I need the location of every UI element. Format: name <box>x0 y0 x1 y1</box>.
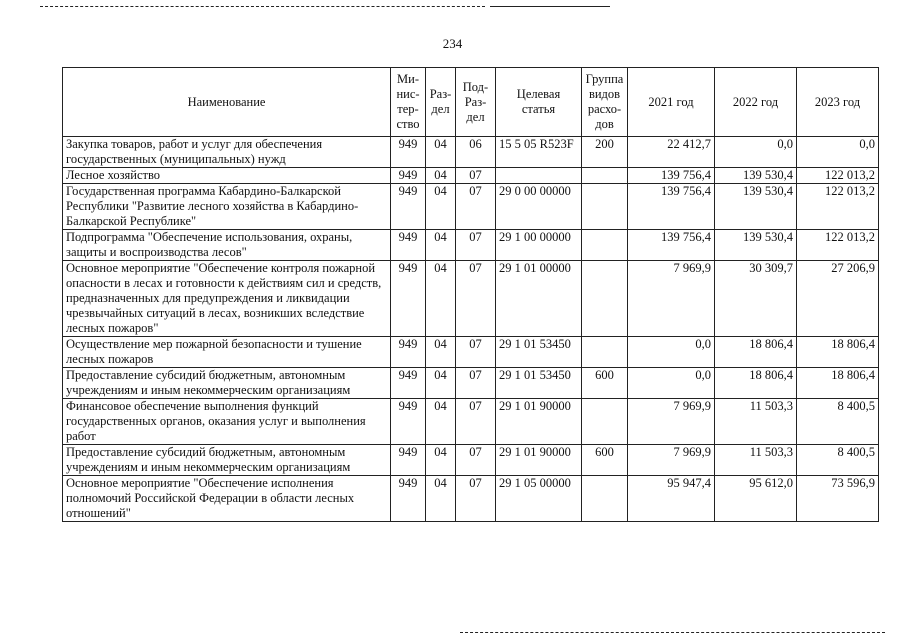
row-2023-cell: 8 400,5 <box>797 445 879 476</box>
row-2023-cell: 122 013,2 <box>797 184 879 230</box>
row-name-cell: Основное мероприятие "Обеспечение контроля пожарной опасности в лесах и готовности к действиям сил и средств, предназначенных для предупреждения и ликвидации чрезвычайных ситуаций в лесах, возникших вследствие лесных пожаров" <box>63 261 391 337</box>
header-subsection: Под- Раз- дел <box>456 68 496 137</box>
row-2021-cell: 0,0 <box>628 368 715 399</box>
row-target-cell: 29 0 00 00000 <box>496 184 582 230</box>
table-row <box>63 368 879 399</box>
row-2022-cell: 139 530,4 <box>715 230 797 261</box>
row-target-cell: 15 5 05 R523F <box>496 137 582 168</box>
row-group-cell <box>582 184 628 230</box>
row-section-cell: 04 <box>426 230 456 261</box>
row-target-cell: 29 1 00 00000 <box>496 230 582 261</box>
row-ministry-cell: 949 <box>391 230 426 261</box>
row-group-cell <box>582 476 628 522</box>
page-number: 234 <box>442 36 463 51</box>
row-subsection-cell: 07 <box>456 445 496 476</box>
row-2022-cell: 30 309,7 <box>715 261 797 337</box>
row-2022-cell: 11 503,3 <box>715 445 797 476</box>
header-2022: 2022 год <box>715 68 797 137</box>
row-2021-cell: 22 412,7 <box>628 137 715 168</box>
table-body <box>63 137 879 522</box>
row-name-cell: Основное мероприятие "Обеспечение исполнения полномочий Российской Федерации в области лесных отношений" <box>63 476 391 522</box>
row-2021-cell: 95 947,4 <box>628 476 715 522</box>
table-row <box>63 445 879 476</box>
row-section-cell: 04 <box>426 261 456 337</box>
row-ministry-cell: 949 <box>391 445 426 476</box>
row-group-cell: 600 <box>582 445 628 476</box>
row-group-cell <box>582 337 628 368</box>
row-group-cell <box>582 399 628 445</box>
row-2023-cell: 122 013,2 <box>797 230 879 261</box>
row-subsection-cell: 07 <box>456 399 496 445</box>
bottom-scan-line <box>460 632 885 633</box>
row-subsection-cell: 07 <box>456 368 496 399</box>
row-section-cell: 04 <box>426 168 456 184</box>
row-name-cell: Предоставление субсидий бюджетным, автономным учреждениям и иным некоммерческим организациям <box>63 368 391 399</box>
row-name-cell: Подпрограмма "Обеспечение использования, охраны, защиты и воспроизводства лесов" <box>63 230 391 261</box>
row-ministry-cell: 949 <box>391 337 426 368</box>
header-section: Раз- дел <box>426 68 456 137</box>
row-2023-cell: 8 400,5 <box>797 399 879 445</box>
row-2021-cell: 7 969,9 <box>628 445 715 476</box>
table-row <box>63 230 879 261</box>
table-row <box>63 184 879 230</box>
row-subsection-cell: 07 <box>456 168 496 184</box>
row-ministry-cell: 949 <box>391 368 426 399</box>
table-header-row <box>63 68 879 137</box>
row-2021-cell: 7 969,9 <box>628 261 715 337</box>
row-section-cell: 04 <box>426 368 456 399</box>
row-2021-cell: 7 969,9 <box>628 399 715 445</box>
row-ministry-cell: 949 <box>391 184 426 230</box>
row-group-cell <box>582 261 628 337</box>
table-row <box>63 399 879 445</box>
row-name-cell: Лесное хозяйство <box>63 168 391 184</box>
row-section-cell: 04 <box>426 476 456 522</box>
row-target-cell: 29 1 05 00000 <box>496 476 582 522</box>
row-2021-cell: 0,0 <box>628 337 715 368</box>
row-group-cell: 600 <box>582 368 628 399</box>
row-2023-cell: 18 806,4 <box>797 368 879 399</box>
header-ministry: Ми- нис- тер- ство <box>391 68 426 137</box>
row-target-cell: 29 1 01 00000 <box>496 261 582 337</box>
row-section-cell: 04 <box>426 445 456 476</box>
row-2021-cell: 139 756,4 <box>628 168 715 184</box>
row-subsection-cell: 07 <box>456 230 496 261</box>
row-subsection-cell: 07 <box>456 337 496 368</box>
header-target-item: Целевая статья <box>496 68 582 137</box>
header-2023: 2023 год <box>797 68 879 137</box>
header-name: Наименование <box>63 68 391 137</box>
row-target-cell <box>496 168 582 184</box>
row-target-cell: 29 1 01 90000 <box>496 399 582 445</box>
table-row <box>63 476 879 522</box>
row-2022-cell: 139 530,4 <box>715 184 797 230</box>
row-subsection-cell: 07 <box>456 261 496 337</box>
row-2023-cell: 122 013,2 <box>797 168 879 184</box>
row-2021-cell: 139 756,4 <box>628 230 715 261</box>
row-name-cell: Закупка товаров, работ и услуг для обеспечения государственных (муниципальных) нужд <box>63 137 391 168</box>
table-row <box>63 261 879 337</box>
row-section-cell: 04 <box>426 137 456 168</box>
row-2022-cell: 95 612,0 <box>715 476 797 522</box>
row-name-cell: Осуществление мер пожарной безопасности и тушение лесных пожаров <box>63 337 391 368</box>
row-subsection-cell: 07 <box>456 184 496 230</box>
row-2023-cell: 73 596,9 <box>797 476 879 522</box>
row-ministry-cell: 949 <box>391 476 426 522</box>
row-section-cell: 04 <box>426 337 456 368</box>
row-name-cell: Предоставление субсидий бюджетным, автономным учреждениям и иным некоммерческим организациям <box>63 445 391 476</box>
row-group-cell <box>582 168 628 184</box>
row-2023-cell: 0,0 <box>797 137 879 168</box>
row-2022-cell: 139 530,4 <box>715 168 797 184</box>
row-2023-cell: 27 206,9 <box>797 261 879 337</box>
row-target-cell: 29 1 01 53450 <box>496 337 582 368</box>
row-target-cell: 29 1 01 90000 <box>496 445 582 476</box>
header-2021: 2021 год <box>628 68 715 137</box>
row-2023-cell: 18 806,4 <box>797 337 879 368</box>
row-section-cell: 04 <box>426 399 456 445</box>
row-section-cell: 04 <box>426 184 456 230</box>
row-ministry-cell: 949 <box>391 261 426 337</box>
top-scan-line-segment <box>490 6 610 7</box>
row-group-cell: 200 <box>582 137 628 168</box>
header-expense-group: Группа видов расхо- дов <box>582 68 628 137</box>
row-name-cell: Государственная программа Кабардино-Балкарской Республики "Развитие лесного хозяйства в Кабардино-Балкарской Республике" <box>63 184 391 230</box>
row-name-cell: Финансовое обеспечение выполнения функций государственных органов, оказания услуг и выполнения работ <box>63 399 391 445</box>
table-row <box>63 137 879 168</box>
row-subsection-cell: 07 <box>456 476 496 522</box>
row-ministry-cell: 949 <box>391 168 426 184</box>
row-group-cell <box>582 230 628 261</box>
row-ministry-cell: 949 <box>391 399 426 445</box>
row-2022-cell: 0,0 <box>715 137 797 168</box>
row-2022-cell: 18 806,4 <box>715 337 797 368</box>
row-subsection-cell: 06 <box>456 137 496 168</box>
row-2022-cell: 11 503,3 <box>715 399 797 445</box>
row-2022-cell: 18 806,4 <box>715 368 797 399</box>
row-target-cell: 29 1 01 53450 <box>496 368 582 399</box>
top-scan-line <box>40 6 485 7</box>
row-2021-cell: 139 756,4 <box>628 184 715 230</box>
table-row <box>63 337 879 368</box>
table-row <box>63 168 879 184</box>
budget-table <box>62 67 879 522</box>
row-ministry-cell: 949 <box>391 137 426 168</box>
